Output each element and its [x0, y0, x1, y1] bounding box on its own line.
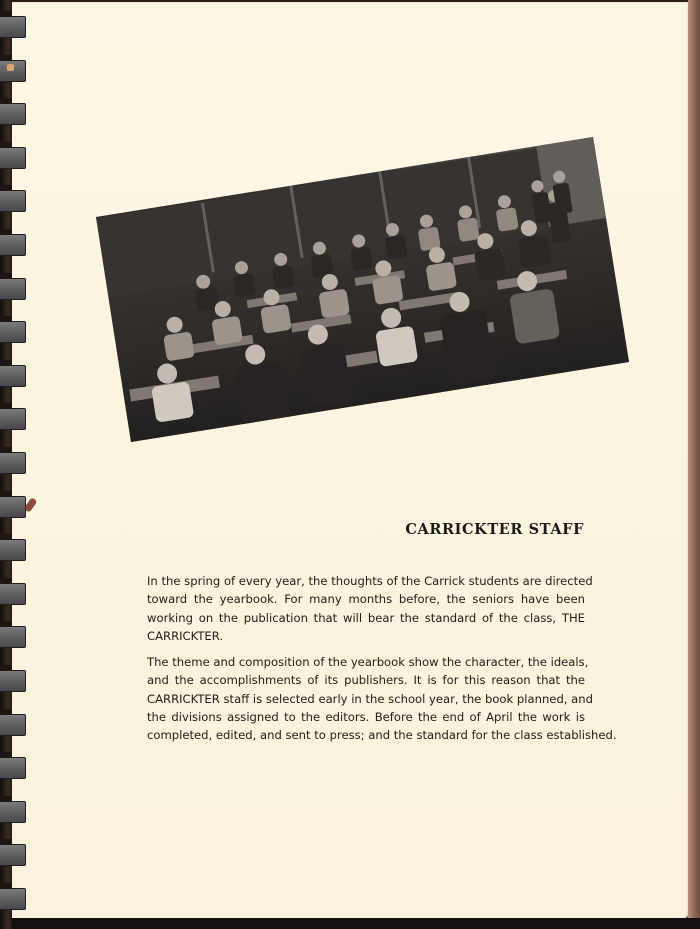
binding-ring: [0, 714, 26, 736]
binding-ring: [0, 103, 26, 125]
paper-fleck: [7, 64, 14, 71]
text-line: In the spring of every year, the thoughts of the Carrick students are directed: [147, 574, 593, 588]
text-line: working on the publication that will bear the standard of the class, THE: [147, 610, 585, 625]
binding-ring: [0, 234, 26, 256]
binding-ring: [0, 190, 26, 212]
text-line: the divisions assigned to the editors. Before the end of April the work is: [147, 709, 585, 724]
binding-ring: [0, 16, 26, 38]
binding-ring: [0, 801, 26, 823]
binding-ring: [0, 278, 26, 300]
paragraph-2: [147, 653, 617, 744]
binding-ring: [0, 147, 26, 169]
text-line: and the accomplishments of its publishers. It is for this reason that the: [147, 673, 585, 688]
text-line: toward the yearbook. For many months before, the seniors have been: [147, 592, 585, 607]
binding-ring: [0, 365, 26, 387]
page-title: CARRICKTER STAFF: [405, 521, 584, 538]
photo-icon: [96, 137, 629, 442]
binding-ring: [0, 408, 26, 430]
binding-ring: [0, 321, 26, 343]
binding-ring: [0, 626, 26, 648]
binding-ring: [0, 757, 26, 779]
binding-ring: [0, 670, 26, 692]
text-line: CARRICKTER.: [147, 628, 224, 643]
text-line: The theme and composition of the yearbook show the character, the ideals,: [147, 655, 589, 669]
page-edge: [688, 0, 700, 920]
paragraph-1: [147, 572, 593, 645]
binding-ring: [0, 496, 26, 518]
binding-ring: [0, 844, 26, 866]
staff-group-photo: [96, 137, 629, 442]
text-line: completed, edited, and sent to press; and the standard for the class established.: [147, 728, 617, 743]
binding-ring: [0, 539, 26, 561]
text-line: CARRICKTER staff is selected early in the school year, the book planned, and: [147, 691, 593, 706]
binding-ring: [0, 452, 26, 474]
bottom-shadow: [0, 918, 700, 929]
binding-ring: [0, 888, 26, 910]
binding-ring: [0, 583, 26, 605]
